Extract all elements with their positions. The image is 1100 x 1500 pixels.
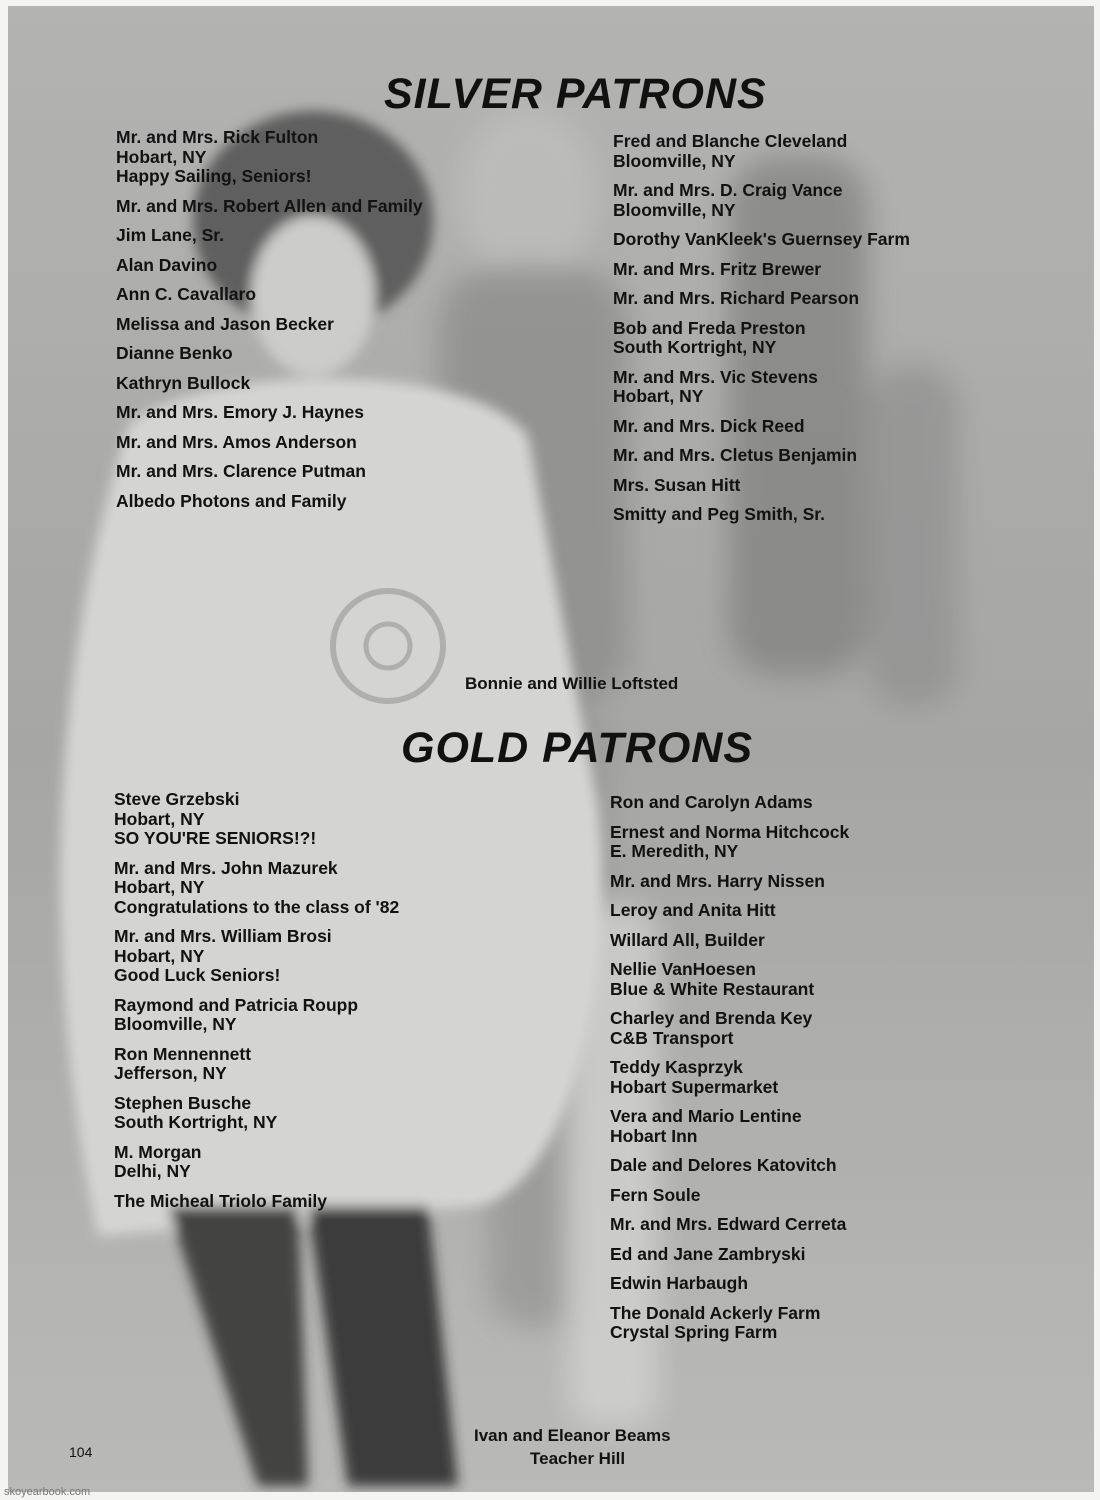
- patron-name: Jim Lane, Sr.: [116, 225, 224, 245]
- patron-name: Mr. and Mrs. Emory J. Haynes: [116, 402, 365, 422]
- patron-detail: South Kortright, NY: [613, 337, 777, 357]
- patron-entry: [610, 1009, 849, 1048]
- patron-entry: [116, 462, 423, 482]
- patron-entry: [610, 931, 849, 951]
- patron-name: Edwin Harbaugh: [610, 1273, 749, 1293]
- patron-entry: [116, 403, 423, 423]
- patron-entry: [610, 960, 849, 999]
- site-credit: skoyearbook.com: [4, 1486, 91, 1498]
- patron-entry: [116, 374, 423, 394]
- patron-entry: [613, 446, 910, 466]
- patron-entry: [116, 256, 423, 276]
- patron-entry: [610, 1215, 849, 1235]
- patron-entry: [610, 1274, 849, 1294]
- patron-entry: [613, 476, 910, 496]
- patron-name: The Donald Ackerly Farm: [610, 1302, 821, 1323]
- patron-entry: [116, 285, 423, 305]
- patron-entry: [114, 996, 399, 1035]
- patron-name: Albedo Photons and Family: [116, 490, 347, 511]
- patron-entry: [610, 823, 849, 862]
- patron-entry: [613, 289, 910, 309]
- patron-entry: [610, 1186, 849, 1206]
- patron-name: Fern Soule: [610, 1184, 701, 1205]
- patron-name: Melissa and Jason Becker: [116, 313, 334, 334]
- patron-name: Stephen Busche: [114, 1092, 252, 1113]
- patron-entry: [116, 344, 423, 364]
- patron-name: Raymond and Patricia Roupp: [114, 994, 359, 1015]
- patron-entry: [116, 197, 423, 217]
- patron-name: Mr. and Mrs. Clarence Putman: [116, 461, 366, 481]
- patron-entry: [610, 1245, 849, 1265]
- patron-name: Mr. and Mrs. John Mazurek: [114, 857, 338, 878]
- patron-detail: Hobart, NY: [116, 146, 207, 167]
- silver-right-column: [613, 132, 910, 535]
- patron-name: Mr. and Mrs. Cletus Benjamin: [613, 445, 858, 465]
- patron-name: Mr. and Mrs. Dick Reed: [613, 415, 805, 436]
- patron-detail: Bloomville, NY: [613, 150, 736, 171]
- patron-name: Mr. and Mrs. Vic Stevens: [613, 366, 818, 387]
- patron-detail: Hobart, NY: [613, 386, 704, 406]
- gold-right-column: [610, 793, 849, 1353]
- patron-detail: C&B Transport: [610, 1027, 734, 1048]
- patron-name: Vera and Mario Lentine: [610, 1106, 802, 1126]
- patron-name: Fred and Blanche Cleveland: [613, 131, 848, 151]
- patron-entry: [610, 1156, 849, 1176]
- patron-detail: Congratulations to the class of '82: [114, 896, 400, 917]
- patron-detail: Good Luck Seniors!: [114, 965, 281, 985]
- patron-name: Mr. and Mrs. William Brosi: [114, 926, 332, 946]
- patron-name: The Micheal Triolo Family: [114, 1190, 327, 1211]
- patron-detail: Bloomville, NY: [114, 1014, 237, 1034]
- patron-name: Mr. and Mrs. Fritz Brewer: [613, 258, 822, 279]
- patron-entry: [116, 492, 423, 512]
- patron-entry: [116, 128, 423, 187]
- patron-name: Ernest and Norma Hitchcock: [610, 821, 850, 842]
- patron-detail: E. Meredith, NY: [610, 841, 739, 861]
- patron-entry: [613, 368, 910, 407]
- patron-entry: [114, 1094, 399, 1133]
- patron-name: M. Morgan: [114, 1141, 202, 1162]
- patron-entry: [114, 1045, 399, 1084]
- patron-detail: Crystal Spring Farm: [610, 1322, 778, 1342]
- patron-entry: [114, 927, 399, 986]
- patron-name: Dorothy VanKleek's Guernsey Farm: [613, 229, 910, 249]
- patron-detail: Delhi, NY: [114, 1161, 191, 1181]
- patron-name: Dianne Benko: [116, 343, 233, 363]
- patron-detail: Hobart Supermarket: [610, 1076, 779, 1097]
- patron-entry: [613, 230, 910, 250]
- patron-name: Mr. and Mrs. Harry Nissen: [610, 870, 825, 891]
- patron-name: Mr. and Mrs. Rick Fulton: [116, 127, 319, 147]
- patron-name: Smitty and Peg Smith, Sr.: [613, 504, 825, 524]
- patron-name: Kathryn Bullock: [116, 372, 251, 393]
- patron-detail: Hobart, NY: [114, 945, 205, 966]
- patron-name: Mr. and Mrs. Edward Cerreta: [610, 1214, 847, 1234]
- yearbook-page: [8, 6, 1094, 1492]
- patron-entry: [613, 319, 910, 358]
- patron-entry: [610, 1058, 849, 1097]
- patron-name: Dale and Delores Katovitch: [610, 1155, 837, 1175]
- patron-detail: Bloomville, NY: [613, 199, 736, 220]
- patron-name: Ed and Jane Zambryski: [610, 1243, 806, 1264]
- patron-entry: [114, 1143, 399, 1182]
- patron-entry: [114, 790, 399, 849]
- patron-name: Willard All, Builder: [610, 929, 765, 950]
- patron-detail: Hobart, NY: [114, 877, 205, 897]
- silver-center-patron: Bonnie and Willie Loftsted: [465, 674, 679, 693]
- patron-name: Teddy Kasprzyk: [610, 1057, 743, 1077]
- patron-detail: SO YOU'RE SENIORS!?!: [114, 828, 317, 848]
- patron-detail: Hobart, NY: [114, 808, 205, 829]
- patron-entry: [116, 433, 423, 453]
- patron-name: Bob and Freda Preston: [613, 317, 806, 338]
- patron-detail: Jefferson, NY: [114, 1063, 227, 1083]
- patron-name: Mr. and Mrs. Robert Allen and Family: [116, 195, 423, 216]
- patron-entry: [114, 859, 399, 918]
- patron-detail: South Kortright, NY: [114, 1112, 278, 1132]
- patron-entry: [613, 505, 910, 525]
- gold-left-column: [114, 790, 399, 1221]
- patron-entry: [613, 417, 910, 437]
- patron-detail: Hobart Inn: [610, 1125, 698, 1146]
- patron-name: Alan Davino: [116, 254, 218, 275]
- patron-detail: Happy Sailing, Seniors!: [116, 166, 312, 186]
- patron-entry: [116, 315, 423, 335]
- silver-left-column: [116, 128, 423, 521]
- patron-entry: [610, 793, 849, 813]
- patron-entry: [610, 901, 849, 921]
- patron-entry: [613, 260, 910, 280]
- patron-entry: [613, 132, 910, 171]
- gold-patrons-heading: GOLD PATRONS: [401, 724, 754, 772]
- patron-name: Ron and Carolyn Adams: [610, 792, 813, 812]
- patron-entry: [114, 1192, 399, 1212]
- patron-name: Mr. and Mrs. Amos Anderson: [116, 431, 357, 452]
- gold-center-patron-place: Teacher Hill: [530, 1449, 626, 1468]
- patron-name: Ron Mennennett: [114, 1043, 252, 1064]
- patron-entry: [610, 872, 849, 892]
- patron-name: Mrs. Susan Hitt: [613, 474, 741, 495]
- patron-detail: Blue & White Restaurant: [610, 978, 815, 999]
- patron-entry: [610, 1107, 849, 1146]
- patron-entry: [116, 226, 423, 246]
- patron-entry: [613, 181, 910, 220]
- patron-name: Leroy and Anita Hitt: [610, 900, 776, 920]
- gold-center-patron-name: Ivan and Eleanor Beams: [474, 1426, 671, 1445]
- patron-name: Nellie VanHoesen: [610, 959, 756, 979]
- silver-patrons-heading: SILVER PATRONS: [384, 70, 767, 118]
- patron-name: Steve Grzebski: [114, 789, 240, 809]
- patron-name: Ann C. Cavallaro: [116, 284, 257, 304]
- page-number: 104: [69, 1444, 93, 1460]
- patron-name: Mr. and Mrs. Richard Pearson: [613, 288, 860, 308]
- patron-entry: [610, 1304, 849, 1343]
- patron-name: Mr. and Mrs. D. Craig Vance: [613, 180, 843, 200]
- patron-name: Charley and Brenda Key: [610, 1008, 813, 1028]
